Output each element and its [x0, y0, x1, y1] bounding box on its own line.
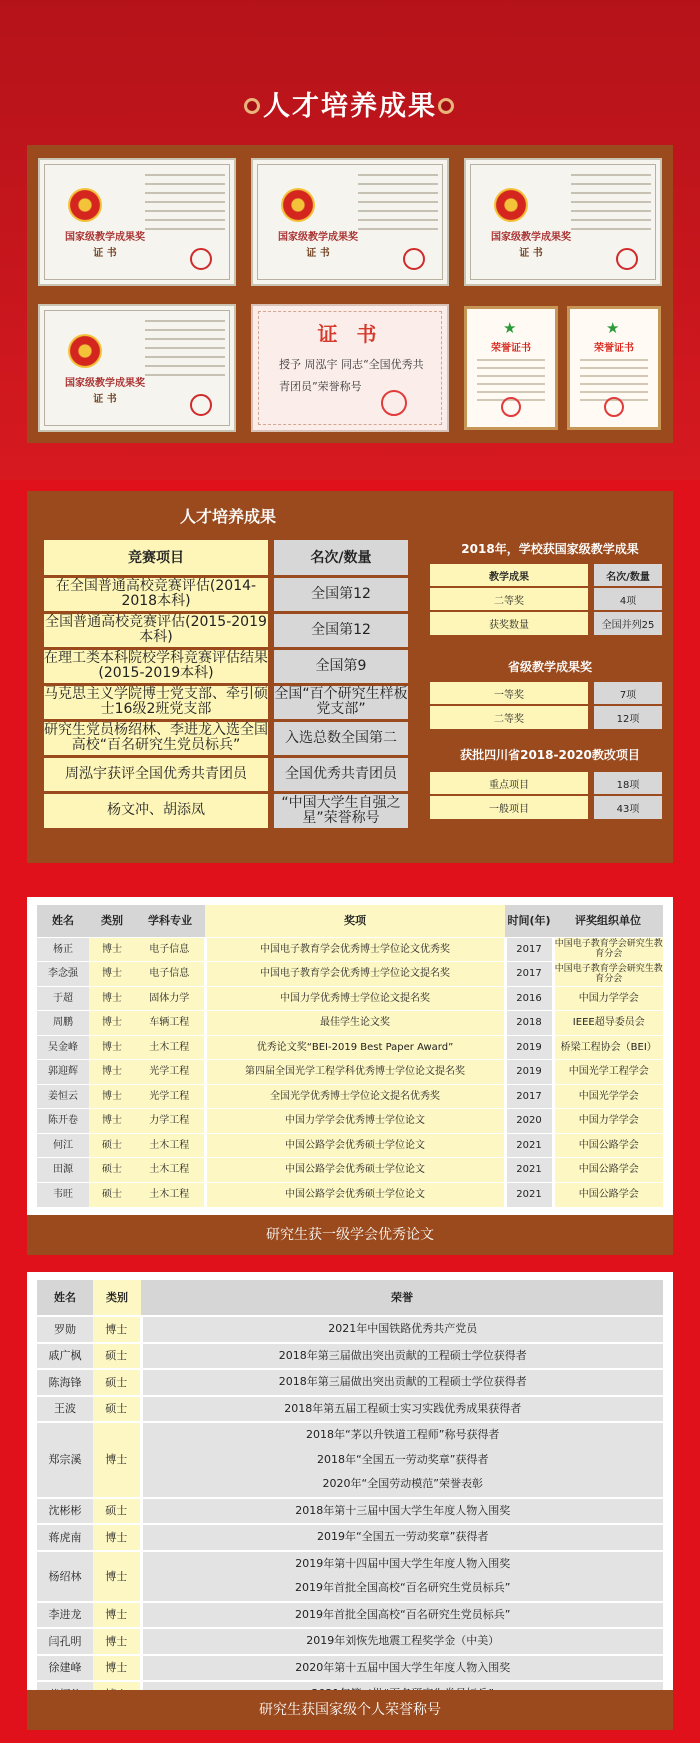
table-row: 罗勋 博士 2021年中国铁路优秀共产党员 [37, 1316, 663, 1343]
seal-icon [403, 248, 425, 270]
table-row: 郑宗溪 博士 2018年“茅以升铁道工程师”称号获得者 2018年“全国五一劳动奖章”获得者 2020年“全国劳动模范”荣誉表彰 [37, 1422, 663, 1498]
table-row: 一等奖 7项 [430, 681, 662, 705]
provincial-teaching-title: 省级教学成果奖 [507, 660, 592, 674]
table-row: 徐建峰 博士 2020年第十五届中国大学生年度人物入围奖 [37, 1655, 663, 1682]
table-row: 于超 博士 固体力学 中国力学优秀博士学位论文提名奖 2016 中国力学学会 [37, 986, 663, 1011]
certificate-card [464, 158, 662, 286]
gold-certificate-title: 荣誉证书 [491, 343, 531, 354]
column-header: 竞赛项目 [44, 540, 268, 576]
table-row: 杨绍林 博士 2019年第十四届中国大学生年度人物入围奖 2019年首批全国高校“百名研究生党员标兵” [37, 1551, 663, 1602]
star-logo-icon: ★ [503, 319, 517, 337]
talent-results-title: 人才培养成果 [180, 507, 277, 526]
star-logo-icon: ★ [606, 319, 620, 337]
certificate-title: 国家级教学成果奖 [278, 232, 358, 243]
column-header: 评奖组织单位 [553, 905, 663, 937]
seal-icon [604, 397, 624, 417]
certificate-card [251, 158, 449, 286]
column-header: 名次/数量 [594, 563, 662, 587]
reform-project-table [430, 770, 662, 819]
table-row: 重点项目 18项 [430, 771, 662, 795]
gold-certificate [464, 306, 558, 430]
table-row: 沈彬彬 硕士 2018年第十三届中国大学生年度人物入围奖 [37, 1498, 663, 1525]
certificate-title: 国家级教学成果奖 [65, 232, 145, 243]
table-row: 李念强 博士 电子信息 中国电子教育学会优秀博士学位论文提名奖 2017 中国电子教育学会研究生教育分会 [37, 962, 663, 987]
table-row: 研究生党员杨绍林、李进龙入选全国高校“百名研究生党员标兵” 入选总数全国第二 [44, 720, 408, 756]
table-row: 周鹏 博士 车辆工程 最佳学生论文奖 2018 IEEE超导委员会 [37, 1011, 663, 1036]
certificate-subtitle: 证 书 [93, 248, 117, 259]
column-header: 教学成果 [430, 563, 588, 587]
table-row: 王波 硕士 2018年第五届工程硕士实习实践优秀成果获得者 [37, 1396, 663, 1423]
certificate-title: 国家级教学成果奖 [65, 378, 145, 389]
table-row: 李进龙 博士 2019年首批全国高校“百名研究生党员标兵” [37, 1602, 663, 1629]
column-header: 时间(年) [505, 905, 553, 937]
column-header: 名次/数量 [274, 540, 408, 576]
certificate-subtitle: 证 书 [93, 394, 117, 405]
honors-caption: 研究生获国家级个人荣誉称号 [27, 1690, 673, 1730]
table-row: 蒋虎南 博士 2019年“全国五一劳动奖章”获得者 [37, 1524, 663, 1551]
table-row: 陈海锋 硕士 2018年第三届做出突出贡献的工程硕士学位获得者 [37, 1369, 663, 1396]
gold-certificate [567, 306, 661, 430]
table-row: 吴金峰 博士 土木工程 优秀论文奖“BEI-2019 Best Paper Award” 2019 桥梁工程协会（BEI） [37, 1035, 663, 1060]
column-header: 姓名 [37, 1280, 93, 1316]
seal-icon [190, 394, 212, 416]
page-title: 人才培养成果 [263, 91, 437, 122]
competition-table [44, 540, 408, 828]
national-emblem-icon [68, 188, 102, 222]
table-row: 韦旺 硕士 土木工程 中国公路学会优秀硕士学位论文 2021 中国公路学会 [37, 1182, 663, 1207]
table-row: 二等奖 12项 [430, 705, 662, 729]
table-row: 杨文冲、胡添凤 “中国大学生自强之星”荣誉称号 [44, 792, 408, 828]
column-header: 姓名 [37, 905, 89, 937]
table-row: 杨正 博士 电子信息 中国电子教育学会优秀博士学位论文优秀奖 2017 中国电子教育学会研究生教育分会 [37, 937, 663, 962]
table-row: 田源 硕士 土木工程 中国公路学会优秀硕士学位论文 2021 中国公路学会 [37, 1158, 663, 1183]
table-row: 戚广枫 硕士 2018年第三届做出突出贡献的工程硕士学位获得者 [37, 1343, 663, 1370]
title-ornament-right [438, 98, 454, 114]
table-row: 陈开卷 博士 力学工程 中国力学学会优秀博士学位论文 2020 中国力学学会 [37, 1109, 663, 1134]
table-row: 何江 硕士 土木工程 中国公路学会优秀硕士学位论文 2021 中国公路学会 [37, 1133, 663, 1158]
table-row: 在全国普通高校竞赛评估(2014-2018本科) 全国第12 [44, 576, 408, 612]
table-row: 二等奖 4项 [430, 587, 662, 611]
column-header: 类别 [89, 905, 135, 937]
honors-table [37, 1280, 663, 1707]
honor-certificate-text: 授予 周泓宇 同志“全国优秀共青团员”荣誉称号 [279, 358, 424, 393]
papers-table [37, 905, 663, 1207]
seal-icon [190, 248, 212, 270]
table-row: 马克思主义学院博士党支部、牵引硕士16级2班党支部 全国“百个研究生样板党支部” [44, 684, 408, 720]
table-row: 一般项目 43项 [430, 795, 662, 819]
national-emblem-icon [494, 188, 528, 222]
column-header: 学科专业 [135, 905, 205, 937]
table-row: 全国普通高校竞赛评估(2015-2019本科) 全国第12 [44, 612, 408, 648]
honor-certificate-title: 证 书 [317, 322, 383, 346]
table-row: 在理工类本科院校学科竞赛评估结果(2015-2019本科) 全国第9 [44, 648, 408, 684]
table-row: 闫孔明 博士 2019年刘恢先地震工程奖学金（中美） [37, 1628, 663, 1655]
table-row: 郭迎辉 博士 光学工程 第四届全国光学工程学科优秀博士学位论文提名奖 2019 中国光学工程学会 [37, 1060, 663, 1085]
seal-icon [501, 397, 521, 417]
certificate-subtitle: 证 书 [519, 248, 543, 259]
national-teaching-table [430, 562, 662, 635]
reform-project-title: 获批四川省2018-2020教改项目 [460, 748, 640, 762]
honor-certificate [251, 304, 449, 432]
seal-icon [381, 390, 407, 416]
table-row: 姜恒云 博士 光学工程 全国光学优秀博士学位论文提名优秀奖 2017 中国光学学会 [37, 1084, 663, 1109]
certificate-card [38, 158, 236, 286]
papers-caption: 研究生获一级学会优秀论文 [27, 1215, 673, 1255]
national-emblem-icon [68, 334, 102, 368]
seal-icon [616, 248, 638, 270]
national-teaching-title: 2018年，学校获国家级教学成果 [461, 542, 639, 556]
column-header: 奖项 [205, 905, 505, 937]
table-row: 获奖数量 全国并列25 [430, 611, 662, 635]
table-row: 周泓宇获评全国优秀共青团员 全国优秀共青团员 [44, 756, 408, 792]
column-header: 荣誉 [141, 1280, 663, 1316]
gold-certificate-title: 荣誉证书 [594, 343, 634, 354]
certificate-title: 国家级教学成果奖 [491, 232, 571, 243]
certificate-subtitle: 证 书 [306, 248, 330, 259]
certificate-card [38, 304, 236, 432]
column-header: 类别 [93, 1280, 141, 1316]
national-emblem-icon [281, 188, 315, 222]
provincial-teaching-table [430, 680, 662, 729]
